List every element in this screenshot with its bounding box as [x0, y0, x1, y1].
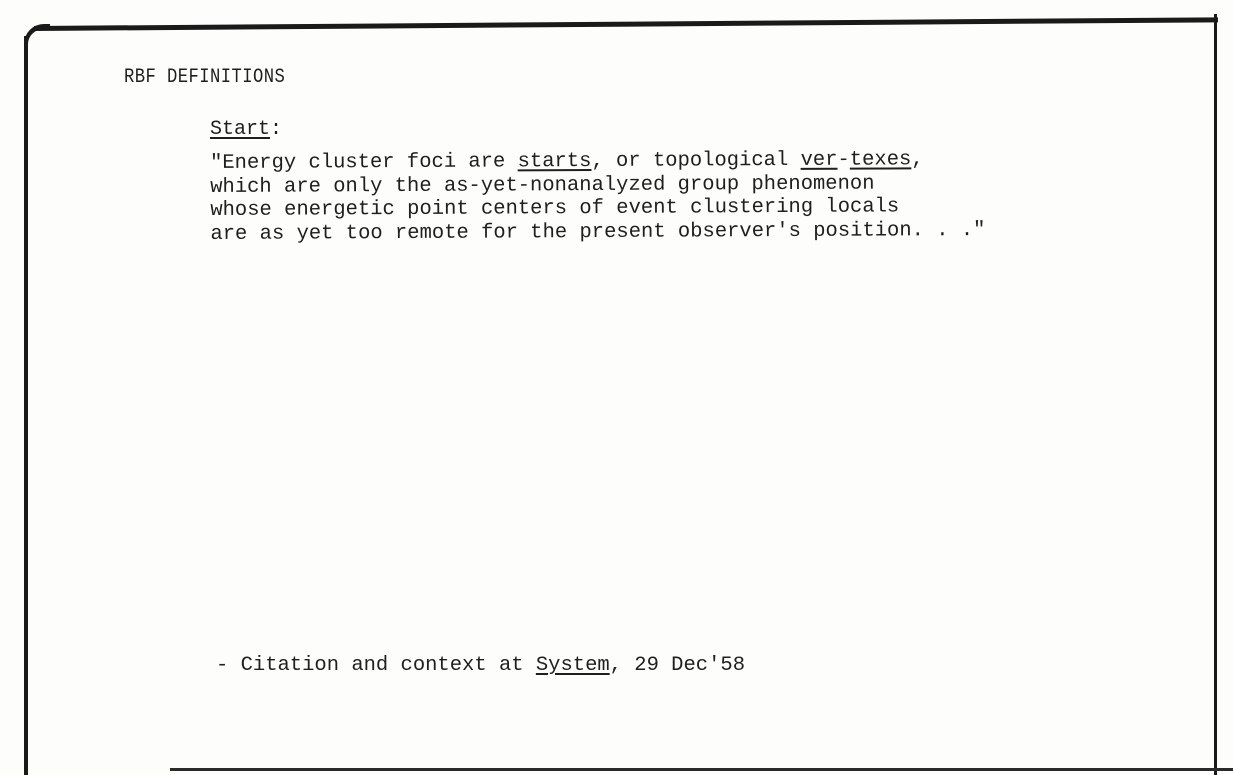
quote-underlined-texes: texes — [849, 148, 912, 172]
term-label: Start — [210, 118, 271, 141]
citation-date: , 29 Dec'58 — [609, 654, 745, 677]
quote-comma: , — [911, 148, 924, 172]
term-colon: : — [270, 118, 283, 141]
definition-term — [210, 118, 282, 141]
definition-quote — [210, 148, 986, 246]
quote-line-4: are as yet too remote for the present observer's position. . ." — [210, 218, 986, 246]
quote-line-2: which are only the as-yet-nonanalyzed group phenomenon — [210, 172, 875, 199]
quote-text: "Energy cluster foci are — [210, 150, 518, 175]
citation-link-system[interactable]: System — [535, 654, 610, 677]
quote-hyphen: - — [837, 148, 850, 172]
quote-underlined-ver: ver — [800, 148, 838, 172]
citation-prefix: - Citation and context at — [216, 654, 536, 677]
quote-line-3: whose energetic point centers of event clustering locals — [210, 195, 900, 222]
quote-text: , or topological — [591, 148, 801, 174]
card-border-top — [34, 17, 1218, 31]
card-border-right — [1214, 14, 1217, 775]
quote-underlined-starts: starts — [517, 150, 592, 174]
quote-line-1 — [210, 148, 985, 176]
card-border-bottom — [170, 768, 1233, 771]
card-border-left — [24, 36, 28, 775]
card-heading: RBF DEFINITIONS — [124, 66, 286, 89]
citation — [216, 654, 745, 677]
